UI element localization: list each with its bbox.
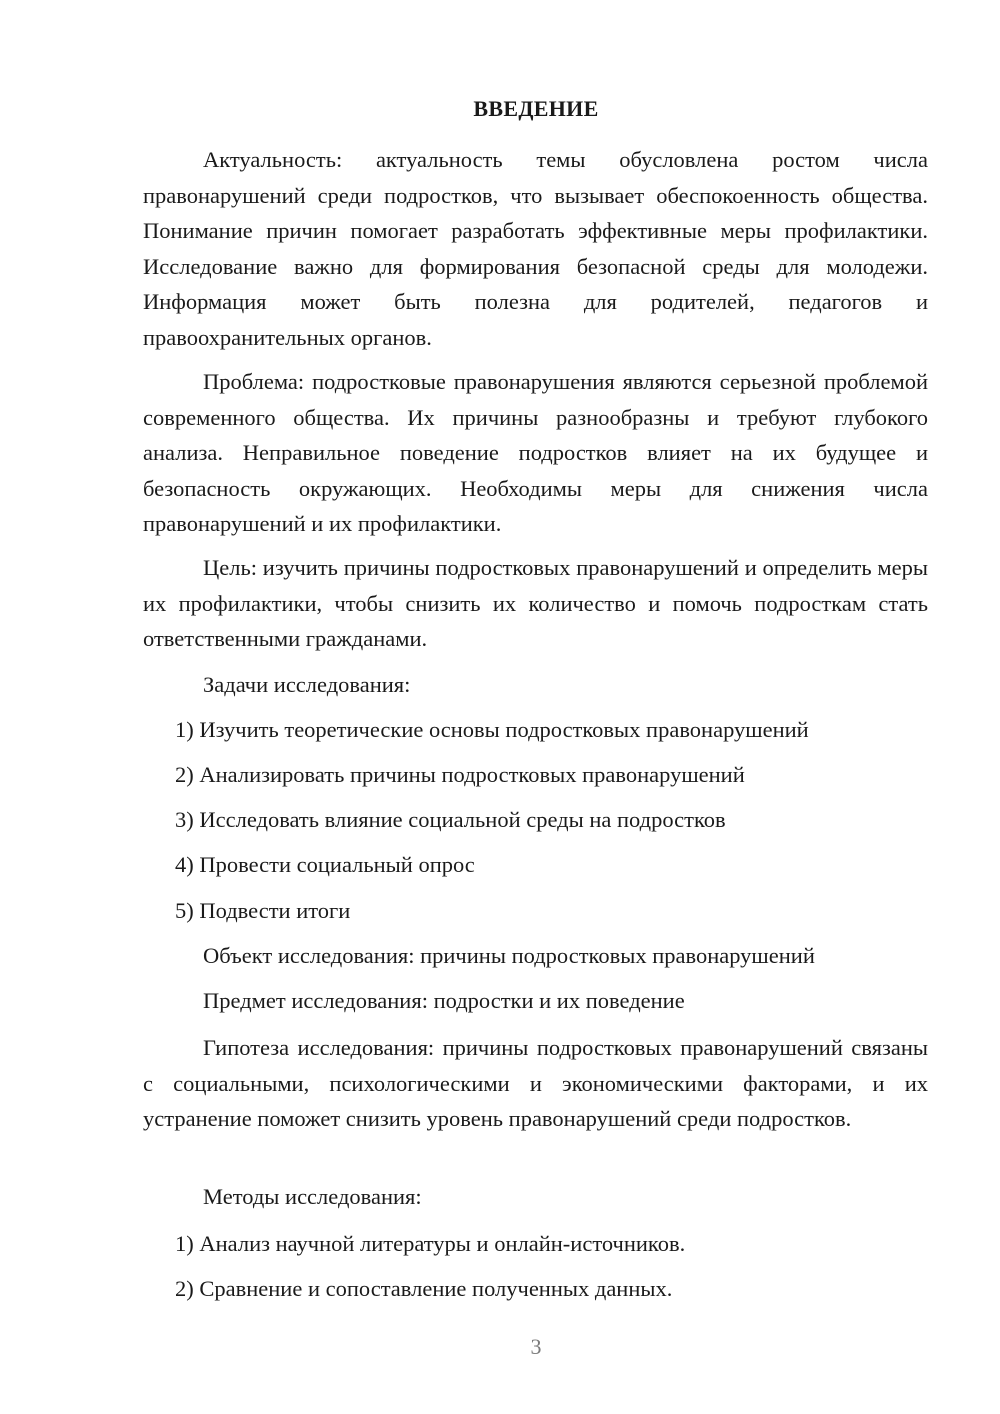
hypothesis-paragraph: Гипотеза исследования: причины подростковых правонарушений связаны с социальными, психологическими и экономическими факторами, и их устранение поможет снизить уровень правонарушений среди подростков.: [143, 1035, 928, 1131]
method-item: 1) Анализ научной литературы и онлайн-источников.: [175, 1231, 686, 1256]
relevance-paragraph: Актуальность: актуальность темы обусловлена ростом числа правонарушений среди подростков, что вызывает обеспокоенность общества. Понимание причин помогает разработать эффективные меры профилактики. Исследование важно для формирования безопасной среды для молодежи. Информация может быть полезна для родителей, педагогов и правоохранительных органов.: [143, 147, 928, 350]
tasks-heading: Задачи исследования:: [203, 672, 411, 697]
goal-paragraph: Цель: изучить причины подростковых правонарушений и определить меры их профилактики, чтобы снизить их количество и помочь подросткам стать ответственными гражданами.: [143, 555, 928, 651]
subject-line: Предмет исследования: подростки и их поведение: [203, 988, 685, 1013]
page-title: ВВЕДЕНИЕ: [473, 96, 599, 121]
methods-heading: Методы исследования:: [203, 1184, 422, 1209]
task-item: 1) Изучить теоретические основы подростковых правонарушений: [175, 717, 809, 742]
task-item: 5) Подвести итоги: [175, 898, 351, 923]
task-item: 3) Исследовать влияние социальной среды на подростков: [175, 807, 726, 832]
task-item: 2) Анализировать причины подростковых правонарушений: [175, 762, 745, 787]
method-item: 2) Сравнение и сопоставление полученных данных.: [175, 1276, 673, 1301]
task-item: 4) Провести социальный опрос: [175, 852, 475, 877]
page-number: 3: [530, 1334, 542, 1359]
object-line: Объект исследования: причины подростковых правонарушений: [203, 943, 815, 968]
problem-paragraph: Проблема: подростковые правонарушения являются серьезной проблемой современного общества. Их причины разнообразны и требуют глубокого анализа. Неправильное поведение подростков влияет на их будущее и безопасность окружающих. Необходимы меры для снижения числа правонарушений и их профилактики.: [143, 369, 928, 536]
